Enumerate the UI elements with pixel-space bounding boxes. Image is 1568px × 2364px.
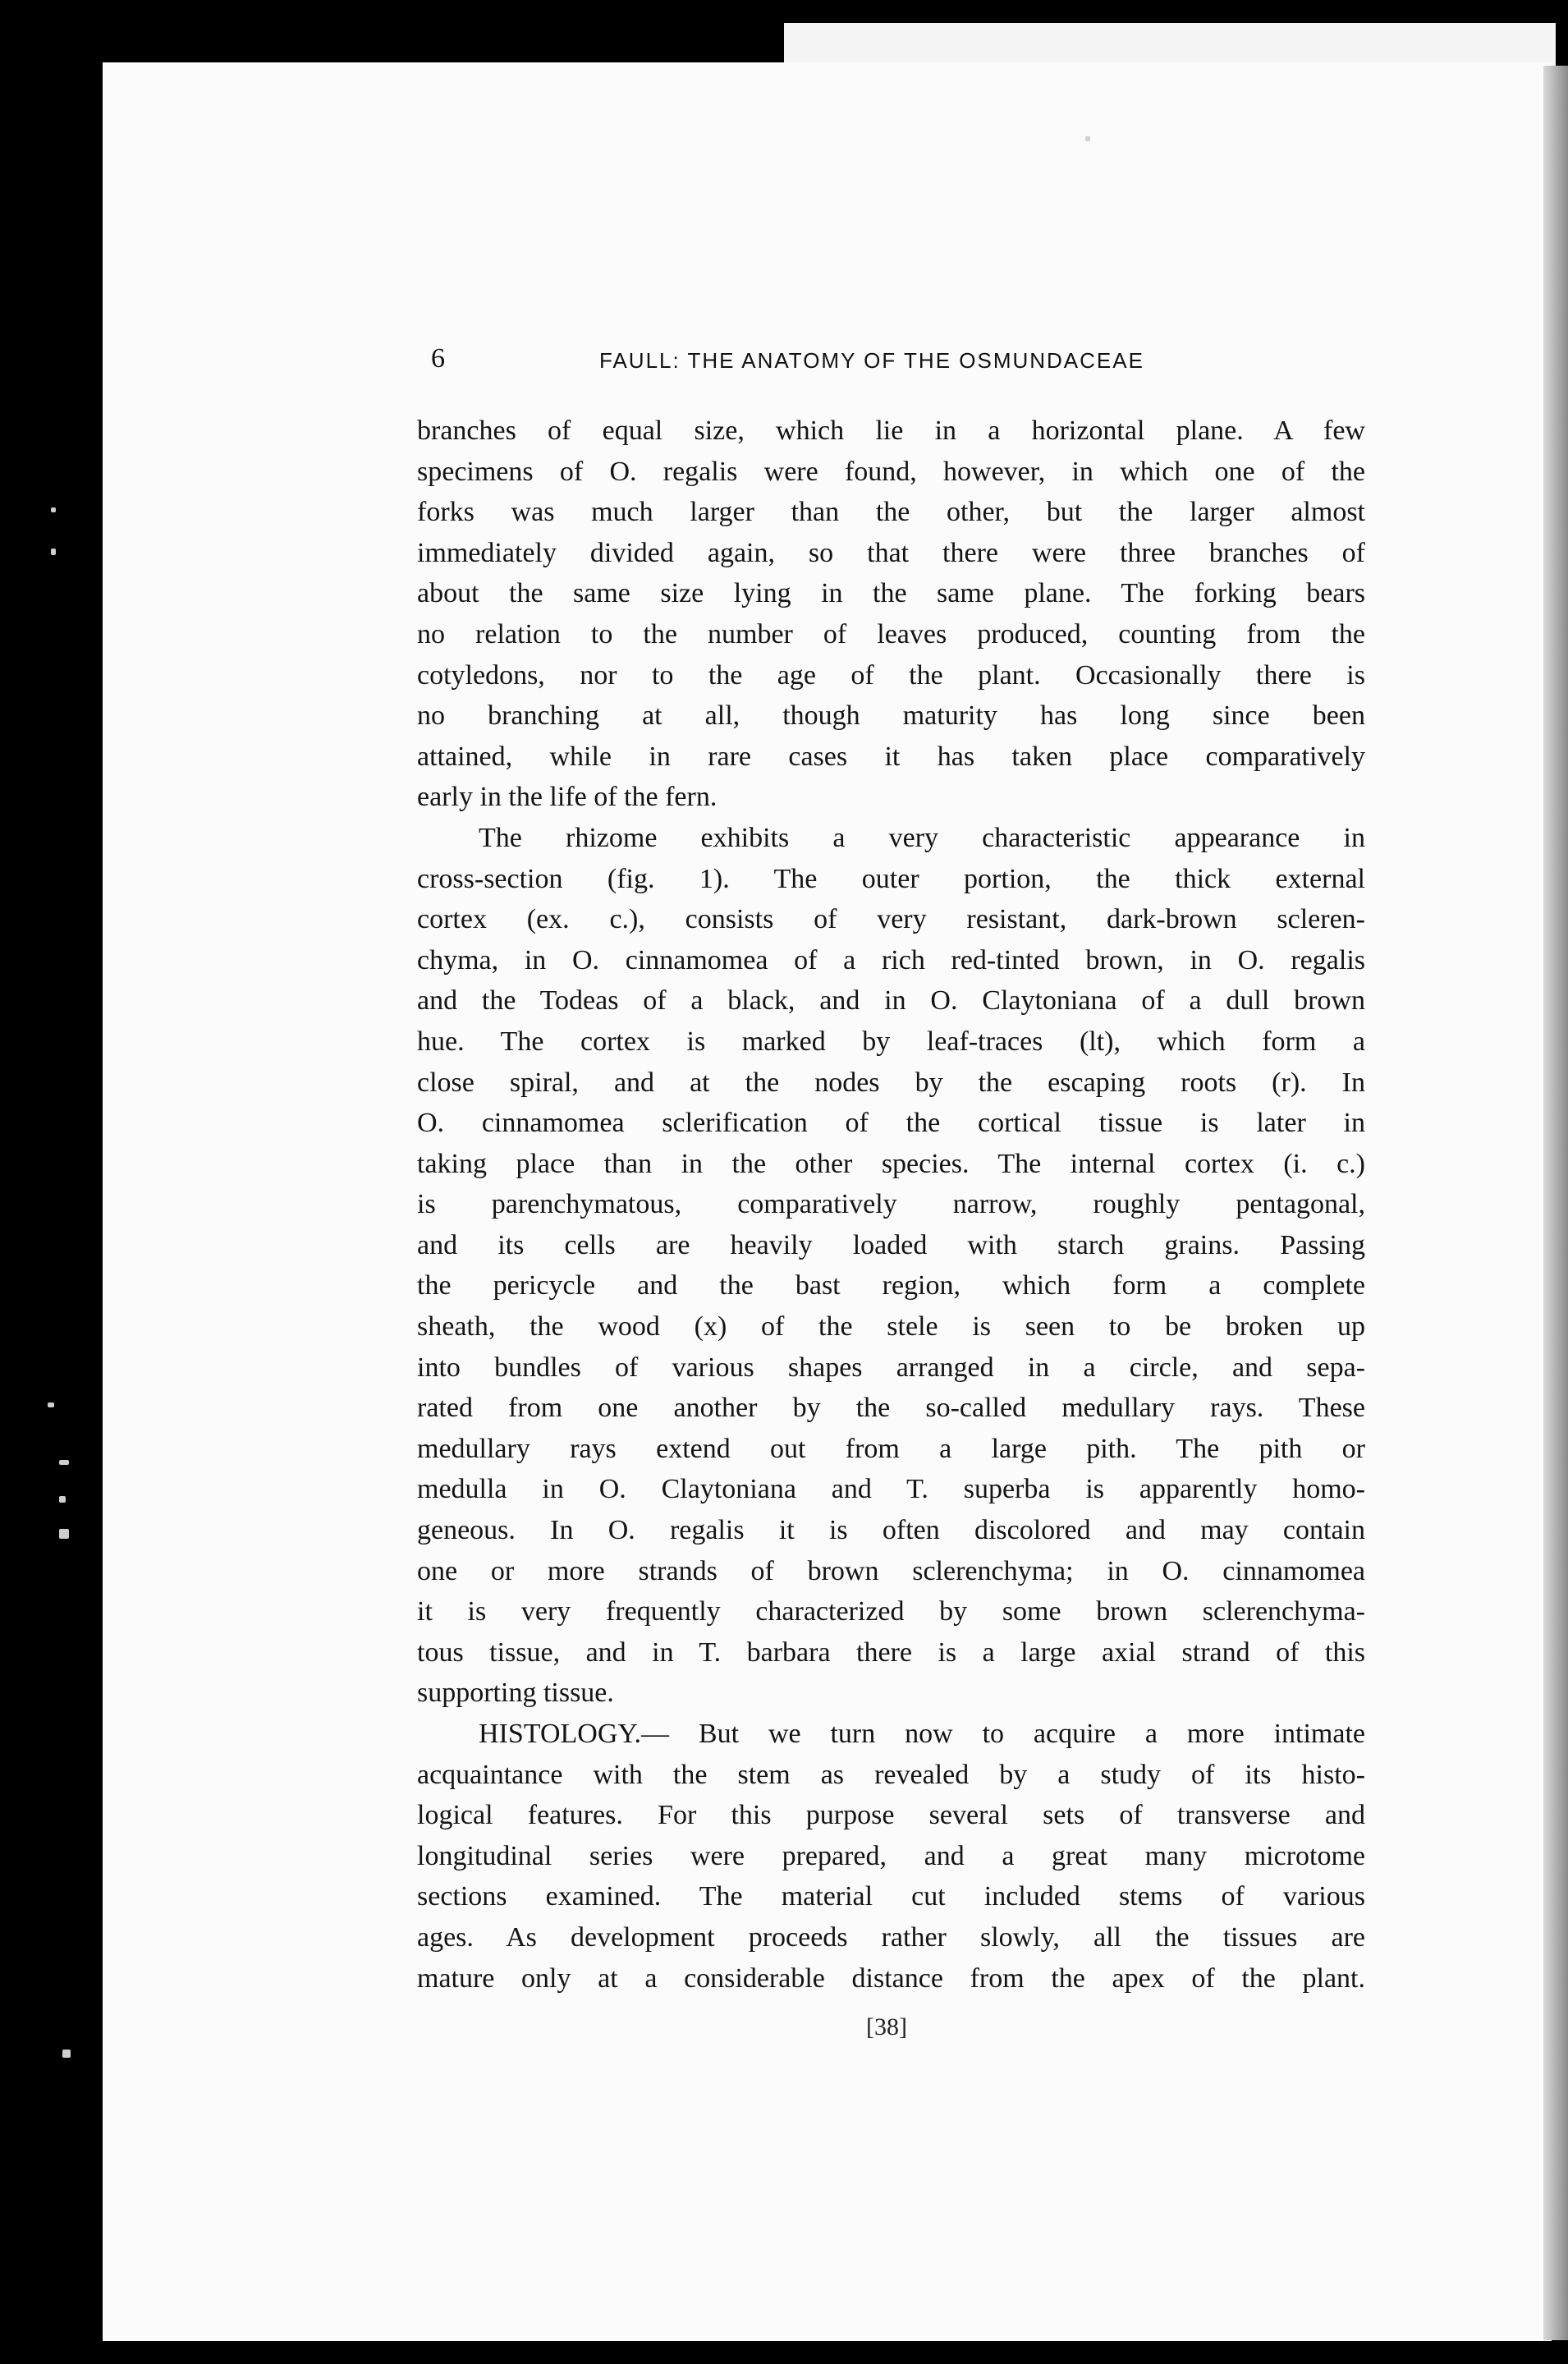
text-line: specimens of O. regalis were found, however, in which one of the [417,456,1365,487]
text-line: The rhizome exhibits a very characteristic appearance in [479,822,1365,853]
scan-speck [1085,136,1090,141]
text-line: cortex (ex. c.), consists of very resistant, dark-brown scleren- [417,904,1365,935]
text-line: no branching at all, though maturity has long since been [417,700,1365,732]
text-line: longitudinal series were prepared, and a great many microtome [417,1840,1365,1871]
text-line: supporting tissue. [417,1678,614,1709]
text-line: acquaintance with the stem as revealed by a study of its histo- [417,1759,1365,1790]
text-line: it is very frequently characterized by some brown sclerenchyma- [417,1596,1365,1627]
text-line: about the same size lying in the same plane. The forking bears [417,578,1365,609]
text-line: cross-section (fig. 1). The outer portion, the thick external [417,863,1365,894]
text-line: mature only at a considerable distance from the apex of the plant. [417,1962,1365,1994]
scan-speck [59,1529,69,1539]
scan-speck [51,507,56,512]
page-number: 6 [431,343,445,374]
text-line: early in the life of the fern. [417,782,718,813]
text-line: O. cinnamomea sclerification of the cortical tissue is later in [417,1108,1365,1139]
text-line: chyma, in O. cinnamomea of a rich red-tinted brown, in O. regalis [417,944,1365,975]
text-line: sections examined. The material cut included stems of various [417,1881,1365,1912]
text-line: logical features. For this purpose several sets of transverse and [417,1800,1365,1831]
text-line: attained, while in rare cases it has taken place comparatively [417,741,1365,772]
text-line: hue. The cortex is marked by leaf-traces (lt), which form a [417,1026,1365,1057]
scan-speck [59,1496,66,1503]
scan-top-strip [784,23,1556,66]
text-line: the pericycle and the bast region, which form a complete [417,1270,1365,1301]
text-line: geneous. In O. regalis it is often discolored and may contain [417,1515,1365,1546]
text-line: sheath, the wood (x) of the stele is seen to be broken up [417,1311,1365,1343]
text-line: one or more strands of brown sclerenchyma; in O. cinnamomea [417,1555,1365,1586]
text-line: taking place than in the other species. The internal cortex (i. c.) [417,1148,1365,1179]
text-line: no relation to the number of leaves produced, counting from the [417,618,1365,650]
text-line: is parenchymatous, comparatively narrow, roughly pentagonal, [417,1189,1365,1220]
text-line: immediately divided again, so that there were three branches of [417,537,1365,568]
running-title: FAULL: THE ANATOMY OF THE OSMUNDACEAE [599,348,1144,373]
scan-right-edge [1543,66,1568,2340]
text-line: and its cells are heavily loaded with starch grains. Passing [417,1229,1365,1260]
scan-speck [59,1460,69,1465]
text-line: HISTOLOGY.— But we turn now to acquire a more intimate [479,1719,1365,1749]
text-line: rated from one another by the so-called medullary rays. These [417,1393,1365,1424]
text-line: into bundles of various shapes arranged in a circle, and sepa- [417,1352,1365,1383]
text-line: branches of equal size, which lie in a horizontal plane. A few [417,415,1365,446]
text-line: forks was much larger than the other, but the larger almost [417,497,1365,528]
scan-speck [62,2050,71,2058]
body-text [417,411,1365,1999]
page-header [431,343,1359,392]
text-line: cotyledons, nor to the age of the plant. Occasionally there is [417,659,1365,691]
scan-speck [48,1402,54,1407]
text-line: tous tissue, and in T. barbara there is a large axial strand of this [417,1636,1365,1668]
folio: [38] [866,2013,907,2040]
text-line: ages. As development proceeds rather slowly, all the tissues are [417,1921,1365,1953]
scan-speck [51,549,56,555]
text-line: medulla in O. Claytoniana and T. superba is apparently homo- [417,1474,1365,1505]
text-line: and the Todeas of a black, and in O. Claytoniana of a dull brown [417,985,1365,1017]
text-line: close spiral, and at the nodes by the escaping roots (r). In [417,1067,1365,1098]
text-line: medullary rays extend out from a large pith. The pith or [417,1433,1365,1464]
